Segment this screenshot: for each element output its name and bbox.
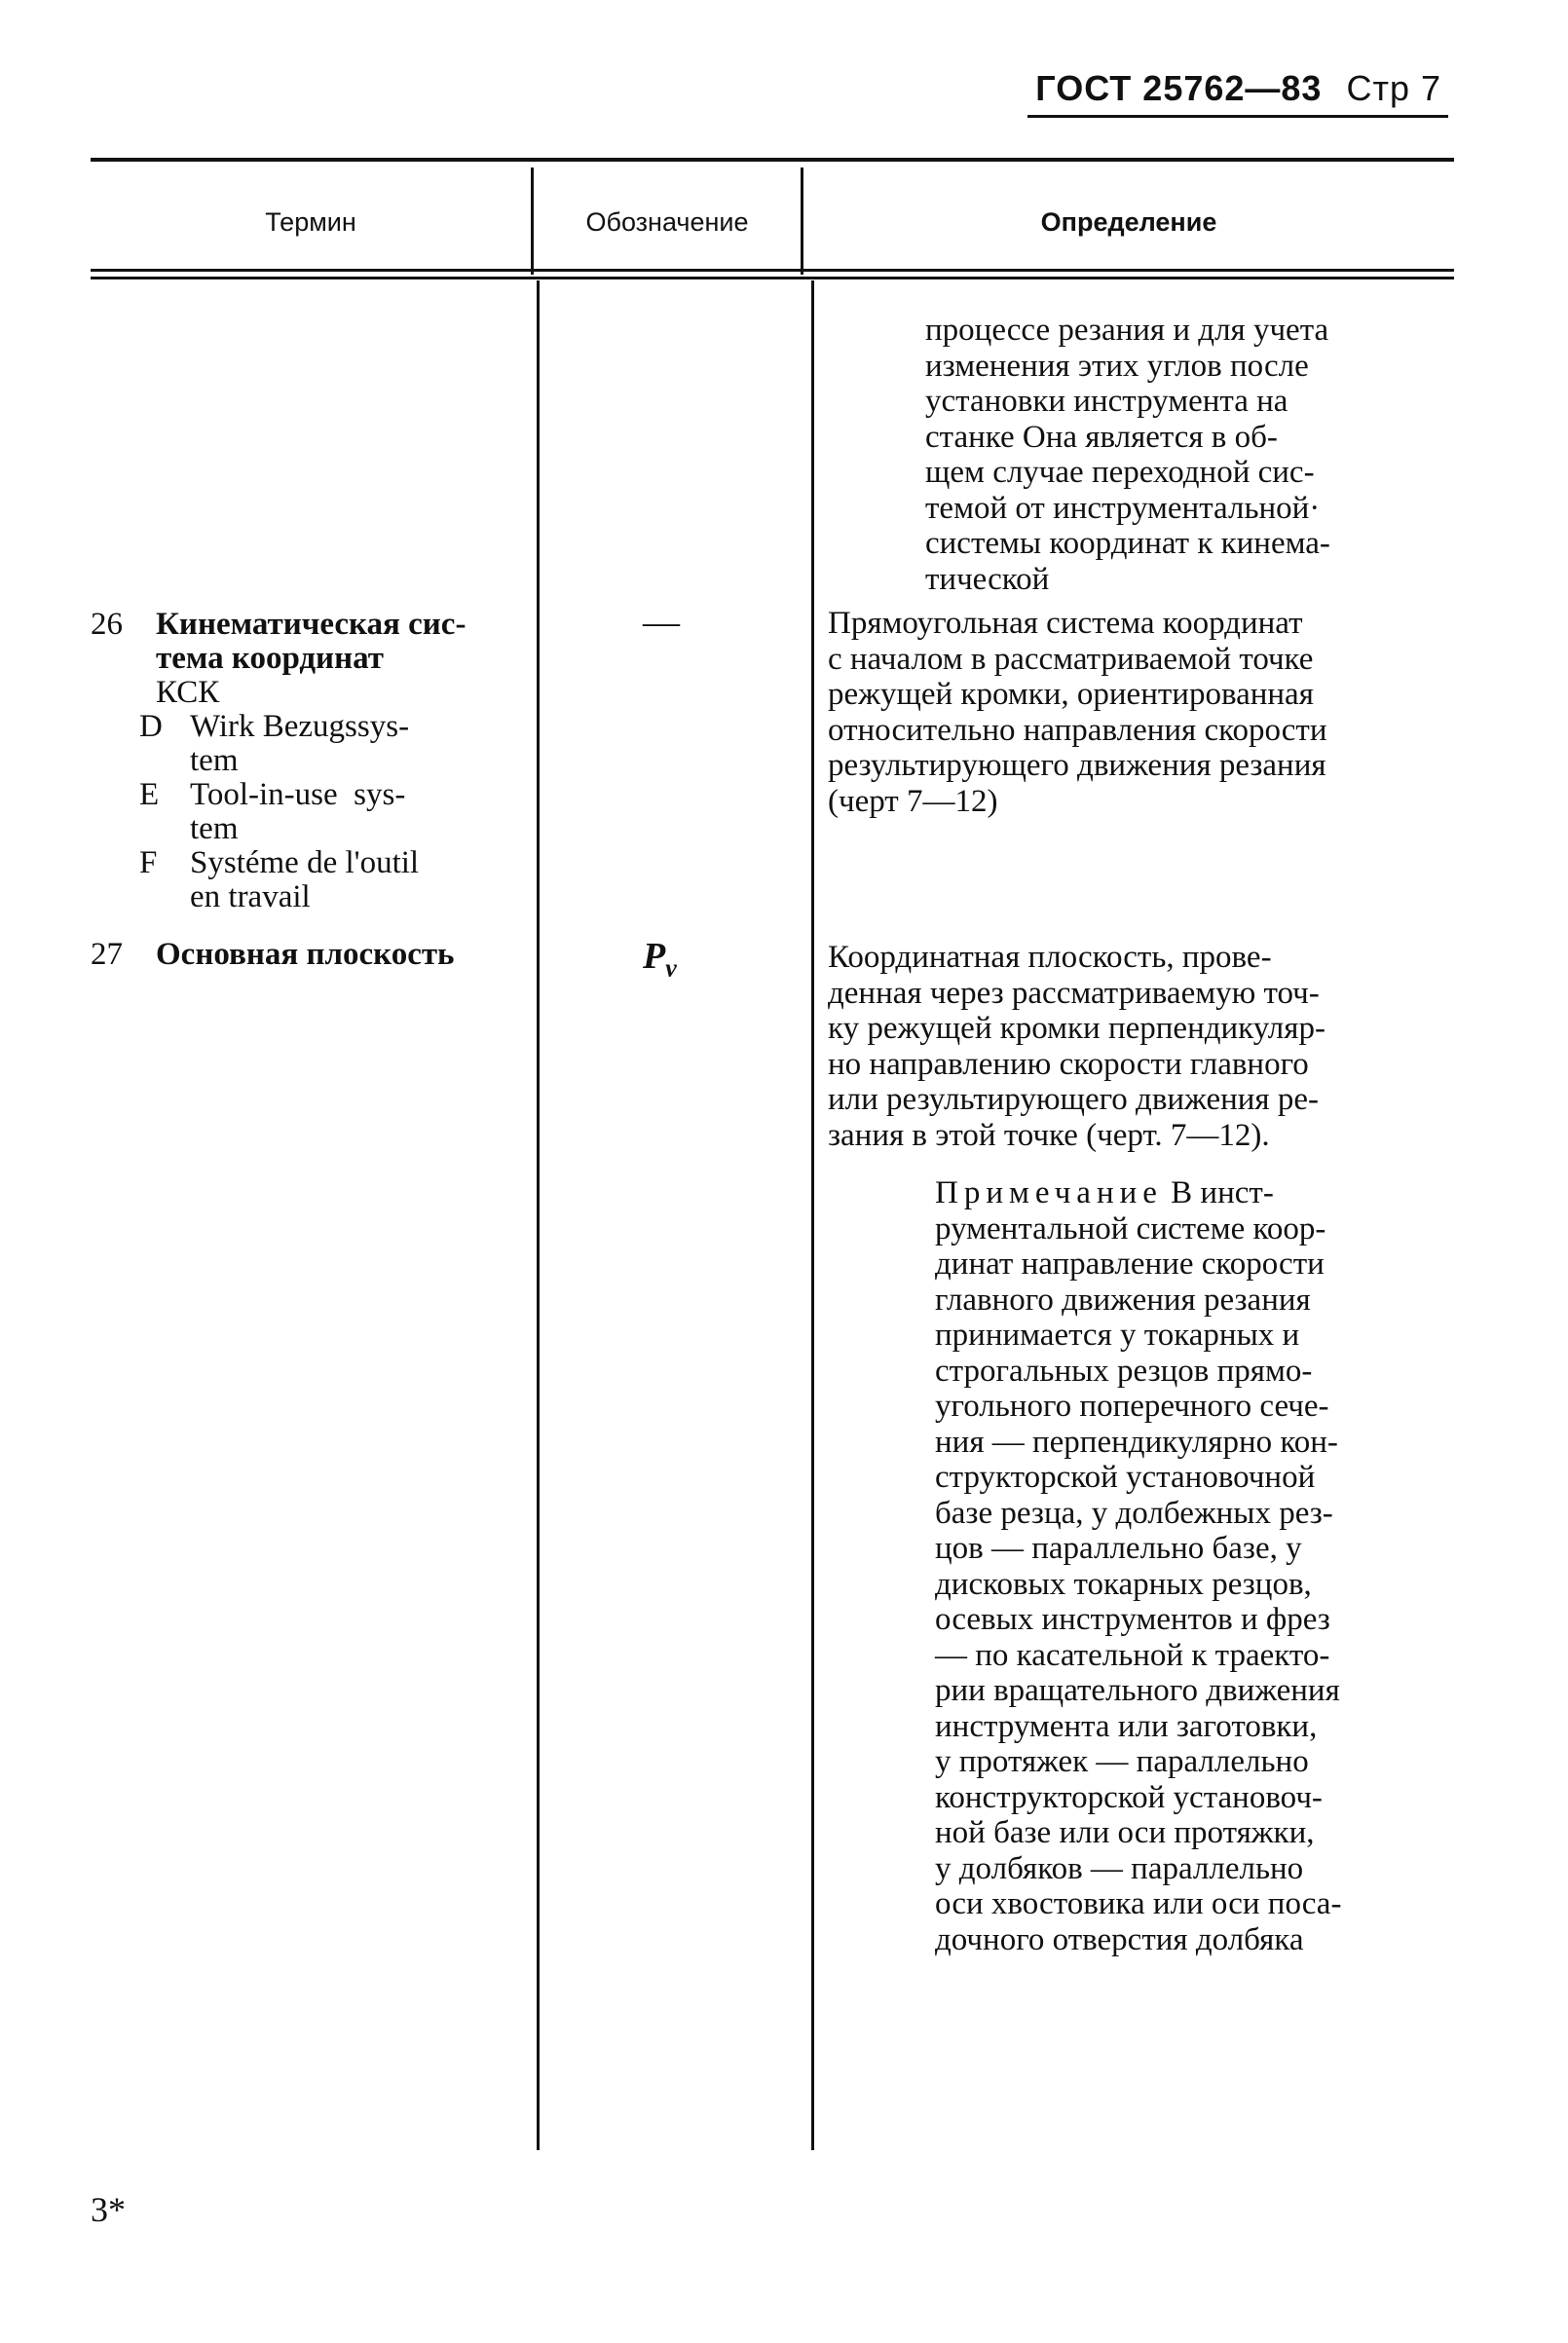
- note-line: угольного поперечного сече-: [935, 1389, 1329, 1424]
- definition-line: но направлению скорости главного: [828, 1046, 1309, 1082]
- note-line: ния — перпендикулярно кон-: [935, 1424, 1338, 1460]
- entry-26-de-line2: tem: [190, 743, 239, 778]
- entry-26-number: 26: [91, 607, 123, 642]
- column-divider-1: [537, 280, 540, 2150]
- header-bottom-rule-1: [91, 269, 1454, 272]
- definition-line: системы координат к кинема-: [925, 526, 1330, 561]
- note-title: Примечание: [935, 1175, 1163, 1210]
- entry-26-term-line2: тема координат: [156, 641, 384, 676]
- definition-line: установки инструмента на: [925, 384, 1288, 419]
- note-line: дисковых токарных резцов,: [935, 1566, 1312, 1602]
- page-footer-mark: 3*: [91, 2190, 126, 2229]
- entry-26-en-line2: tem: [190, 811, 239, 846]
- definition-line: щем случае переходной сис-: [925, 455, 1315, 490]
- note-line: динат направление скорости: [935, 1246, 1325, 1282]
- entry-26-term-line1: Кинематическая сис-: [156, 607, 467, 642]
- note-line: базе резца, у долбежных рез-: [935, 1495, 1333, 1531]
- definition-line: результирующего движения резания: [828, 748, 1326, 783]
- note-line: главного движения резания: [935, 1282, 1311, 1318]
- note-line: дочного отверстия долбяка: [935, 1921, 1304, 1957]
- definition-line: зания в этой точке (черт. 7—12).: [828, 1117, 1270, 1153]
- definition-line: станке Она является в об-: [925, 419, 1278, 455]
- definition-line: Прямоугольная система координат: [828, 606, 1303, 641]
- entry-26-en-label: E: [139, 777, 160, 812]
- definition-line: темой от инструментальной·: [925, 490, 1321, 526]
- entry-26-en-line1: Tool-in-use sys-: [190, 777, 406, 812]
- note-line: инструмента или заготовки,: [935, 1708, 1318, 1744]
- entry-27-term: Основная плоскость: [156, 937, 455, 972]
- note-line: оси хвостовика или оси поса-: [935, 1886, 1342, 1921]
- note-first-text: В инст-: [1162, 1175, 1274, 1210]
- standard-number: ГОСТ 25762—83: [1035, 68, 1323, 108]
- note-line: у протяжек — параллельно: [935, 1744, 1309, 1779]
- entry-27-designation: [643, 935, 677, 984]
- definition-line: процессе резания и для учета: [925, 313, 1329, 348]
- definition-line: с началом в рассматриваемой точке: [828, 641, 1314, 677]
- note-first-line: [935, 1175, 1451, 1211]
- entry-27-number: 27: [91, 937, 123, 972]
- note-line: цов — параллельно базе, у: [935, 1531, 1302, 1566]
- continued-definition: [925, 313, 1451, 597]
- column-header-term: Термин: [265, 207, 356, 237]
- definition-line: относительно направления скорости: [828, 712, 1327, 748]
- note-line: у долбяков — параллельно: [935, 1850, 1304, 1886]
- designation-subscript: v: [665, 953, 677, 983]
- definition-line: или результирующего движения ре-: [828, 1082, 1319, 1117]
- note-line: конструкторской установоч-: [935, 1779, 1323, 1815]
- definition-line: Координатная плоскость, прове-: [828, 940, 1272, 975]
- entry-27-note: [935, 1175, 1451, 1957]
- entry-27-definition: [828, 940, 1451, 1153]
- definition-line: денная через рассматриваемую точ-: [828, 975, 1320, 1011]
- page-header: [1035, 68, 1441, 109]
- entry-26-designation: —: [643, 602, 680, 643]
- note-line: ной базе или оси протяжки,: [935, 1815, 1315, 1850]
- note-line: принимается у токарных и: [935, 1318, 1300, 1353]
- entry-26-fr-line1: Systéme de l'outil: [190, 845, 420, 880]
- note-line: строгальных резцов прямо-: [935, 1353, 1313, 1389]
- note-line: рументальной системе коор-: [935, 1210, 1326, 1246]
- entry-26-fr-line2: en travail: [190, 879, 311, 914]
- entry-26-de-line1: Wirk Bezugssys-: [190, 709, 410, 744]
- column-header-definition: Определение: [1040, 207, 1217, 237]
- page-number: Стр 7: [1346, 68, 1441, 108]
- header-underline: [1027, 115, 1448, 118]
- note-line: рии вращательного движения: [935, 1673, 1340, 1708]
- column-header-designation: Обозначение: [585, 207, 749, 237]
- entry-26-abbreviation: КСК: [156, 675, 220, 710]
- entry-26-fr-label: F: [139, 845, 158, 880]
- column-divider-2: [811, 280, 814, 2150]
- definition-line: (черт 7—12): [828, 783, 998, 819]
- definition-line: ку режущей кромки перпендикуляр-: [828, 1011, 1325, 1046]
- header-bottom-rule-2: [91, 277, 1454, 279]
- note-line: структорской установочной: [935, 1460, 1316, 1495]
- note-line: — по касательной к траекто-: [935, 1637, 1330, 1673]
- table-top-rule: [91, 158, 1454, 162]
- definition-line: режущей кромки, ориентированная: [828, 677, 1314, 712]
- entry-26-de-label: D: [139, 709, 163, 744]
- designation-symbol: P: [643, 936, 666, 977]
- note-line: осевых инструментов и фрез: [935, 1602, 1330, 1637]
- definition-line: изменения этих углов после: [925, 348, 1309, 384]
- definition-line: тической: [925, 561, 1050, 597]
- entry-26-definition: [828, 606, 1451, 819]
